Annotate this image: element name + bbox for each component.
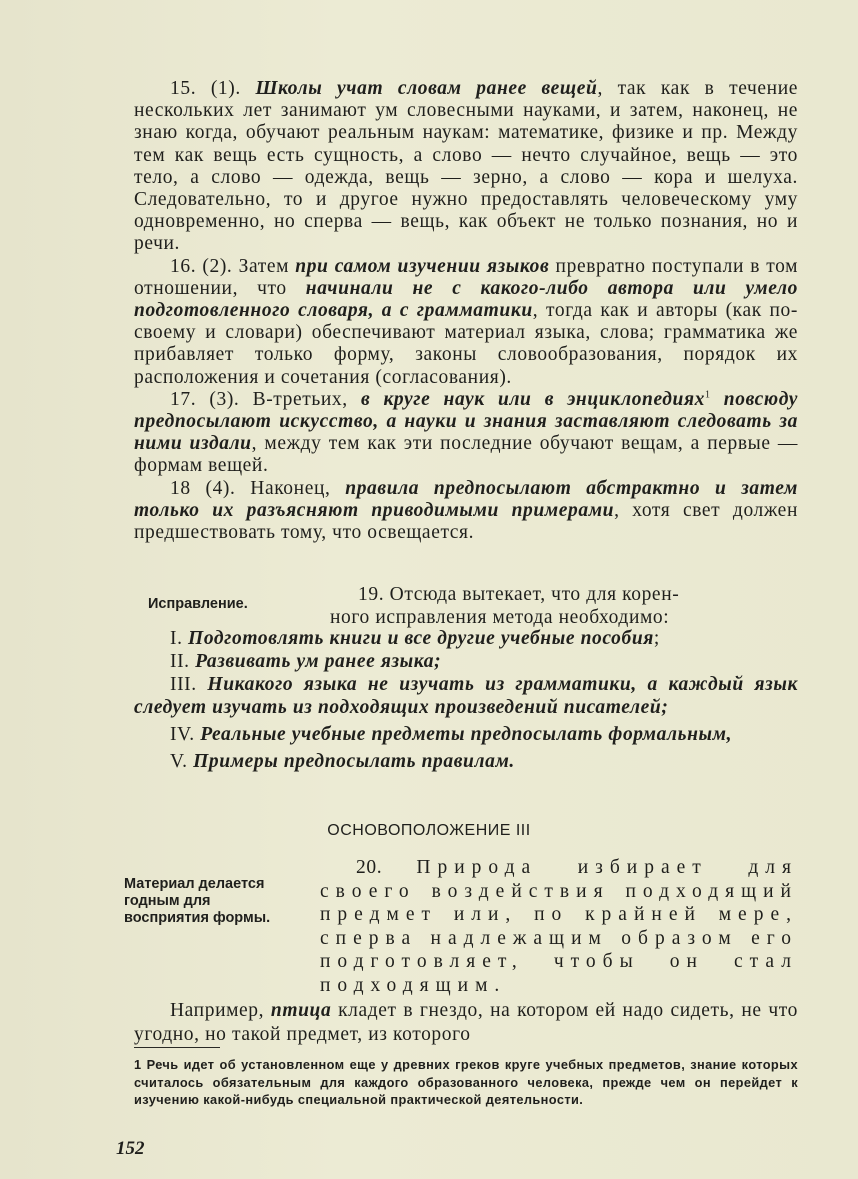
list-item-3-number: III. xyxy=(170,674,208,695)
side-note-material: Материал делается годным для восприятия формы. xyxy=(124,876,271,926)
paragraph-20-cont-start: Например, xyxy=(170,1000,271,1021)
paragraph-16-emphasis-2: начинали не с какого-либо автора или умело подготовленного словаря, а с грамматики xyxy=(134,277,798,322)
list-item-3 xyxy=(134,673,798,719)
paragraph-18 xyxy=(134,478,798,545)
paragraph-17-body: , между тем как эти последние обучают вещам, а первые — формам вещей. xyxy=(134,433,798,477)
paragraph-20-continuation xyxy=(134,999,798,1046)
paragraph-19 xyxy=(330,583,798,629)
main-text-block xyxy=(134,78,798,544)
list-item-4-number: IV. xyxy=(170,724,201,745)
list-item-1 xyxy=(134,627,798,650)
footnote-marker: 1 xyxy=(704,389,711,401)
paragraph-15-body: , так как в течение нескольких лет занимают ум словесными науками, и затем, наконец, не знаю когда, обучают реальным наукам: математике, физике и пр. Между тем как вещь есть сущность, а слово — нечто случайное, вещь — это тело, а слово — одежда, вещь — зерно, а слово — кора и шелуха. Следовательно, то и другое нужно предоставлять человеческому уму одновременно, но сперва — вещь, как объект не только познания, но и речи. xyxy=(134,78,799,255)
paragraph-20-cont-body: кладет в гнездо, на котором ей надо сидеть, не что угодно, но такой предмет, из которого xyxy=(134,1000,798,1045)
paragraph-15-emphasis: Школы учат словам ранее вещей xyxy=(255,78,598,99)
paragraph-16 xyxy=(134,256,798,389)
list-item-4 xyxy=(134,723,798,746)
paragraph-16-middle: превратно поступали в том отношении, что xyxy=(134,255,799,299)
section-heading: ОСНОВОПОЛОЖЕНИЕ III xyxy=(327,822,531,839)
correction-list xyxy=(134,627,798,773)
page-number: 152 xyxy=(116,1138,145,1159)
paragraph-16-start: 16. (2). Затем xyxy=(170,255,296,277)
paragraph-18-start: 18 (4). Наконец, xyxy=(170,477,346,499)
paragraph-17-emphasis-2: повсюду предпосылают искусство, а науки и знания заставляют следовать за ними издали xyxy=(134,388,799,455)
paragraph-17-start: 17. (3). В-третьих, xyxy=(170,388,361,410)
paragraph-17 xyxy=(134,389,798,478)
footnote: 1 Речь идет об установленном еще у древних греков круге учебных предметов, знание которых считалось обязательным для каждого образованного человека, прежде чем он перейдет к изучению какой-нибудь специальной практической деятельности. xyxy=(134,1057,798,1107)
paragraph-17-emphasis-1: в круге наук или в энциклопедиях xyxy=(360,388,705,410)
list-item-1-tail: ; xyxy=(653,628,660,649)
paragraph-20 xyxy=(134,856,798,1046)
paragraph-20-emphasis: птица xyxy=(270,1000,332,1021)
list-item-5 xyxy=(134,750,798,773)
list-item-5-text: Примеры предпосылать правилам. xyxy=(193,751,515,772)
paragraph-19-line-2: ного исправления метода необходимо: xyxy=(330,607,670,628)
paragraph-18-emphasis: правила предпосылают абстрактно и затем только их разъясняют приводимыми примерами xyxy=(134,477,798,521)
list-item-1-text: Подготовлять книги и все другие учебные пособия xyxy=(188,628,654,649)
paragraph-16-body: , тогда как и авторы (как по-своему и словари) обеспечивают материал языка, слова; грамматика же прибавляет только форму, законы словообразования, порядок их расположения и сочетания (согласования). xyxy=(134,300,798,388)
list-item-2 xyxy=(134,650,798,673)
paragraph-19-line-1: 19. Отсюда вытекает, что для корен- xyxy=(358,584,680,605)
list-item-2-text: Развивать ум ранее языка; xyxy=(195,651,442,672)
side-note-correction: Исправление. xyxy=(148,596,248,612)
paragraph-16-emphasis-1: при самом изучении языков xyxy=(295,255,550,277)
list-item-2-number: II. xyxy=(170,651,196,672)
paragraph-15-start: 15. (1). xyxy=(170,78,256,99)
list-item-3-text: Никакого языка не изучать из грамматики, а каждый язык следует изучать из подходящих произведений писателей; xyxy=(134,674,798,718)
list-item-5-number: V. xyxy=(170,751,194,772)
list-item-1-number: I. xyxy=(170,628,189,649)
paragraph-20-spaced-block xyxy=(134,856,798,997)
footnote-rule xyxy=(134,1047,220,1048)
paragraph-18-body: , хотя свет должен предшествовать тому, что освещается. xyxy=(134,499,798,544)
paragraph-20-start: 20. xyxy=(356,857,417,878)
list-item-4-text: Реальные учебные предметы предпосылать формальным, xyxy=(200,724,733,745)
paragraph-20-spaced-text: Природа избирает для своего воздействия подходящий предмет или, по крайней мере, сперва надлежащим образом его подготовляет, чтобы он стал подходящим. xyxy=(320,857,798,996)
paragraph-15 xyxy=(134,78,798,256)
